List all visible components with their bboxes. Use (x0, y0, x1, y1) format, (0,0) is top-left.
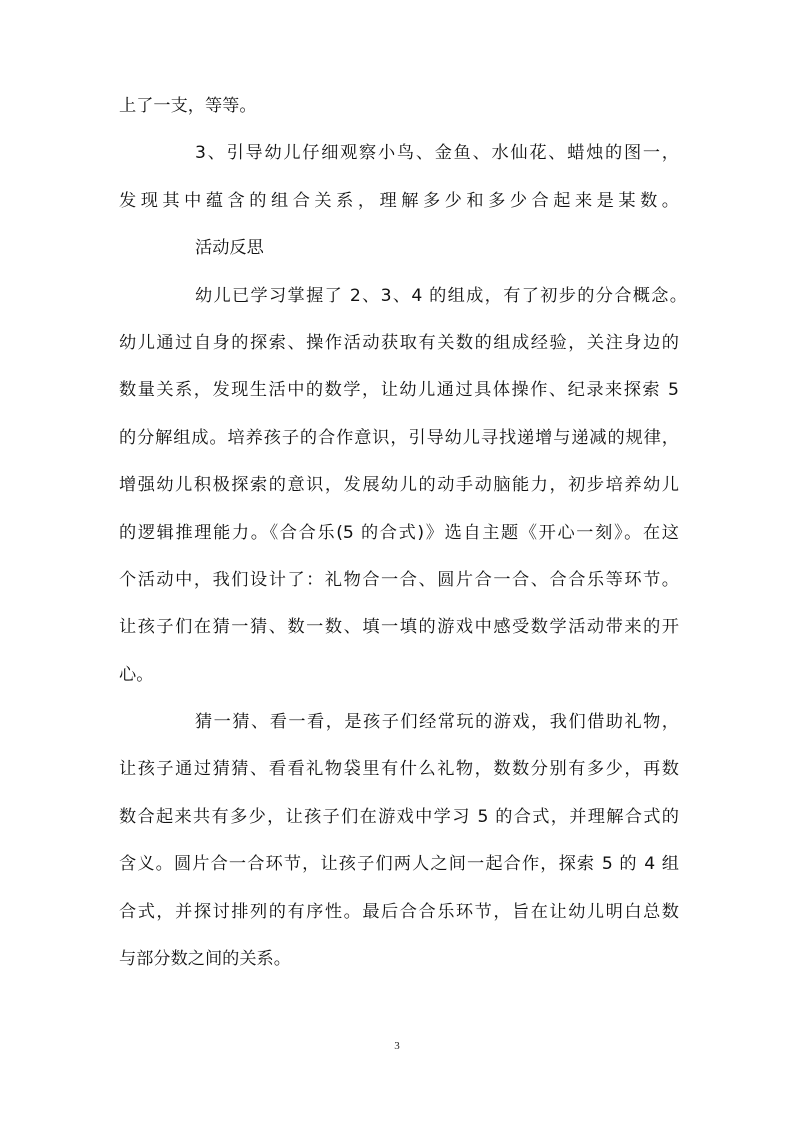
text-line: 数合起来共有多少，让孩子们在游戏中学习 5 的合式，并理解合式的 (119, 806, 679, 827)
text-line: 幼儿已学习掌握了 2、3、4 的组成，有了初步的分合概念。 (195, 285, 687, 306)
text-line: 幼儿通过自身的探索、操作活动获取有关数的组成经验，关注身边的 (119, 332, 679, 353)
text-line: 个活动中，我们设计了：礼物合一合、圆片合一合、合合乐等环节。 (119, 569, 679, 590)
text-line: 猜一猜、看一看，是孩子们经常玩的游戏，我们借助礼物， (195, 712, 679, 733)
text-line: 增强幼儿积极探索的意识，发展幼儿的动手动脑能力，初步培养幼儿 (119, 475, 679, 496)
text-line: 上了一支，等等。 (119, 96, 257, 116)
text-line: 让孩子们在猜一猜、数一数、填一填的游戏中感受数学活动带来的开 (119, 617, 679, 638)
text-line: 3、引导幼儿仔细观察小鸟、金鱼、水仙花、蜡烛的图一， (195, 143, 679, 164)
text-line: 与部分数之间的关系。 (119, 949, 291, 970)
text-line: 合式，并探讨排列的有序性。最后合合乐环节，旨在让幼儿明白总数 (119, 901, 679, 922)
section-heading: 活动反思 (195, 238, 264, 259)
text-line: 数量关系，发现生活中的数学，让幼儿通过具体操作、纪录来探索 5 (119, 380, 679, 401)
page-number: 3 (394, 1040, 400, 1052)
text-line: 含义。圆片合一合环节，让孩子们两人之间一起合作，探索 5 的 4 组 (119, 854, 679, 875)
text-line: 让孩子通过猜猜、看看礼物袋里有什么礼物，数数分别有多少，再数 (119, 759, 679, 780)
body-text (119, 88, 687, 978)
text-line: 的分解组成。培养孩子的合作意识，引导幼儿寻找递增与递减的规律， (119, 427, 679, 448)
text-line: 心。 (119, 664, 154, 685)
text-line: 发现其中蕴含的组合关系，理解多少和多少合起来是某数。 (119, 190, 679, 211)
text-line: 的逻辑推理能力。《合合乐(5 的合式)》选自主题《开心一刻》。在这 (119, 522, 679, 543)
